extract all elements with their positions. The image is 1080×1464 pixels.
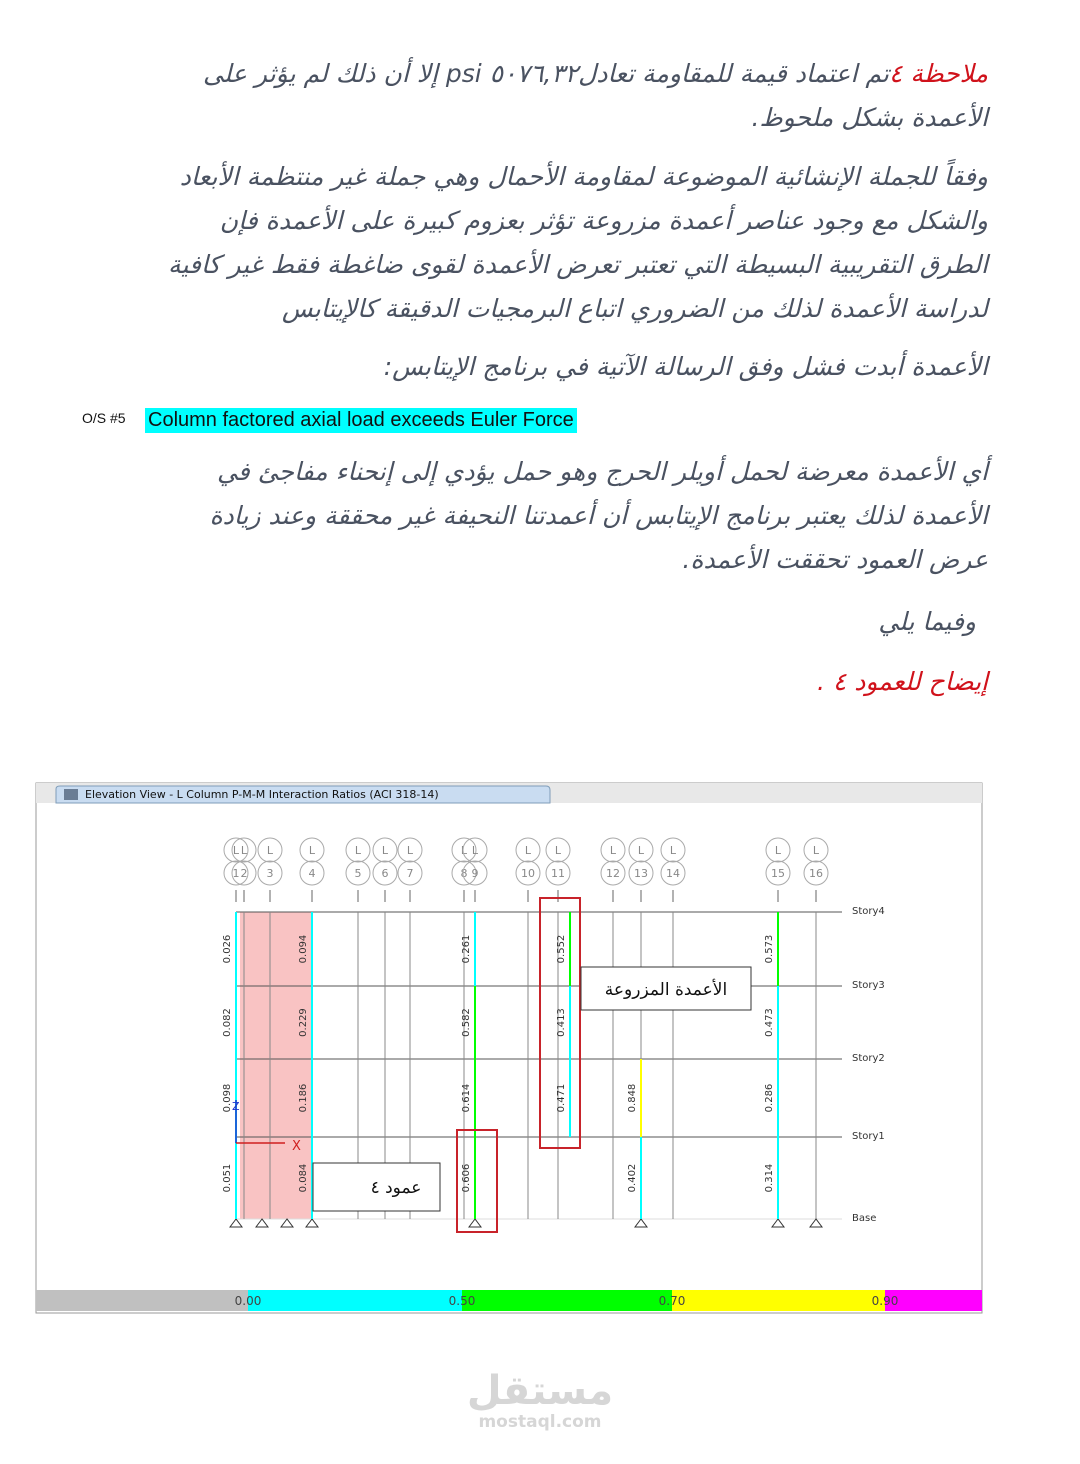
story-label: Story3 [852, 980, 885, 991]
interaction-ratio-label: 0.026 [222, 934, 233, 964]
paragraph-failure-intro: الأعمدة أبدت فشل وفق الرسالة الآتية في برنامج الإيتابس: [383, 352, 988, 381]
interaction-ratio-label: 0.473 [764, 1008, 775, 1037]
grid-bubble-letter: L [232, 844, 240, 857]
interaction-ratio-label: 0.606 [461, 1163, 472, 1193]
grid-bubble-number: 11 [551, 867, 565, 880]
paragraph-following: وفيما يلي [878, 607, 976, 636]
grid-bubble-letter: L [381, 844, 389, 857]
note-line1: تم اعتماد قيمة للمقاومة تعادل٥٠٧٦,٣٢ psi إلا أن ذلك لم يؤثر على [202, 59, 889, 88]
legend-color-segment [462, 1290, 672, 1311]
message-text: Column factored axial load exceeds Euler Force [145, 408, 577, 433]
interaction-ratio-label: 0.582 [461, 1008, 472, 1037]
legend-stop-label: 0.70 [658, 1294, 686, 1308]
note-label: ملاحظة ٤ [888, 59, 988, 88]
grid-bubble-letter: L [266, 844, 274, 857]
text-line: الأعمدة لذلك يعتبر برنامج الإيتابس أن أعمدتنا النحيفة غير محققة وعند زيادة [209, 501, 988, 530]
text-line: أي الأعمدة معرضة لحمل أويلر الحرج وهو حمل يؤدي إلى إنحناء مفاجئ في [216, 457, 988, 486]
legend-stop-label: 0.50 [448, 1294, 476, 1308]
grid-bubble-number: 14 [666, 867, 680, 880]
message-code: O/S #5 [82, 410, 126, 426]
grid-bubble-letter: L [354, 844, 362, 857]
interaction-ratio-label: 0.413 [556, 1008, 567, 1037]
story-label: Story2 [852, 1053, 885, 1064]
text-line: الطرق التقريبية البسيطة التي تعتبر تعرض الأعمدة لقوى ضاغطة فقط غير كافية [168, 250, 988, 279]
grid-bubble-number: 10 [521, 867, 535, 880]
grid-bubble-letter: L [609, 844, 617, 857]
text-line: والشكل مع وجود عناصر أعمدة مزروعة تؤثر بعزوم كبيرة على الأعمدة فإن [219, 206, 988, 235]
grid-bubble-number: 16 [809, 867, 823, 880]
interaction-ratio-label: 0.314 [764, 1163, 775, 1193]
window-frame [36, 783, 982, 1313]
grid-bubble-number: 13 [634, 867, 648, 880]
window-title: Elevation View - L Column P-M-M Interaction Ratios (ACI 318-14) [85, 788, 439, 801]
grid-bubble-number: 5 [354, 867, 362, 880]
story-label: Base [852, 1213, 877, 1224]
watermark-url: mostaql.com [478, 1412, 602, 1432]
grid-bubble-number: 1 [232, 867, 240, 880]
interaction-ratio-label: 0.848 [627, 1083, 638, 1113]
legend-color-segment [672, 1290, 885, 1311]
grid-bubble-number: 6 [381, 867, 389, 880]
grid-bubble-letter: L [637, 844, 645, 857]
grid-bubble-number: 2 [240, 867, 248, 880]
grid-bubble-letter: L [774, 844, 782, 857]
interaction-ratio-label: 0.082 [222, 1008, 233, 1037]
legend-stop-label: 0.90 [871, 1294, 899, 1308]
x-axis-label: X [292, 1139, 301, 1154]
text-line: لدراسة الأعمدة لذلك من الضروري اتباع البرمجيات الدقيقة كالإيتابس [281, 294, 988, 323]
interaction-ratio-label: 0.552 [556, 934, 567, 964]
note-line2: الأعمدة بشكل ملحوظ. [751, 103, 988, 132]
grid-bubble-letter: L [524, 844, 532, 857]
grid-bubble-letter: L [240, 844, 248, 857]
text-line: عرض العمود تحققت الأعمدة. [682, 545, 988, 574]
story-label: Story4 [852, 906, 885, 917]
grid-bubble-number: 7 [406, 867, 414, 880]
interaction-ratio-label: 0.471 [556, 1083, 567, 1113]
planted-columns-callout-text: الأعمدة المزروعة [604, 980, 728, 1000]
grid-bubble-letter: L [406, 844, 414, 857]
interaction-ratio-label: 0.286 [764, 1083, 775, 1113]
grid-bubble-letter: L [460, 844, 468, 857]
window-icon [64, 789, 78, 800]
grid-bubble-number: 9 [471, 867, 479, 880]
grid-bubble-number: 15 [771, 867, 785, 880]
interaction-ratio-label: 0.614 [461, 1083, 472, 1113]
legend-stop-label: 0.00 [234, 1294, 262, 1308]
grid-bubble-number: 4 [308, 867, 316, 880]
column4-callout-text: عمود ٤ [370, 1178, 422, 1198]
grid-bubble-letter: L [308, 844, 316, 857]
text-line: وفقاً للجملة الإنشائية الموضوعة لمقاومة الأحمال وهي جملة غير منتظمة الأبعاد [179, 162, 988, 191]
story-label: Story1 [852, 1131, 885, 1142]
interaction-ratio-label: 0.051 [222, 1163, 233, 1193]
grid-bubble-number: 3 [266, 867, 274, 880]
legend-color-segment [248, 1290, 462, 1311]
interaction-ratio-label: 0.229 [298, 1008, 309, 1037]
legend-color-segment [36, 1290, 248, 1311]
watermark-logo: مستقل [466, 1368, 614, 1414]
interaction-ratio-label: 0.573 [764, 934, 775, 964]
interaction-ratio-label: 0.186 [298, 1083, 309, 1113]
grid-bubble-letter: L [554, 844, 562, 857]
interaction-ratio-label: 0.261 [461, 934, 472, 964]
grid-bubble-number: 12 [606, 867, 620, 880]
interaction-ratio-label: 0.402 [627, 1163, 638, 1193]
interaction-ratio-label: 0.098 [222, 1083, 233, 1113]
legend-color-segment [885, 1290, 982, 1311]
grid-bubble-letter: L [471, 844, 479, 857]
grid-bubble-letter: L [669, 844, 677, 857]
interaction-ratio-label: 0.084 [298, 1163, 309, 1193]
paragraph-column4-title: إيضاح للعمود ٤ . [816, 667, 988, 696]
grid-bubble-number: 8 [460, 867, 468, 880]
interaction-ratio-label: 0.094 [298, 934, 309, 964]
grid-bubble-letter: L [812, 844, 820, 857]
z-axis-label: Z [232, 1100, 240, 1113]
